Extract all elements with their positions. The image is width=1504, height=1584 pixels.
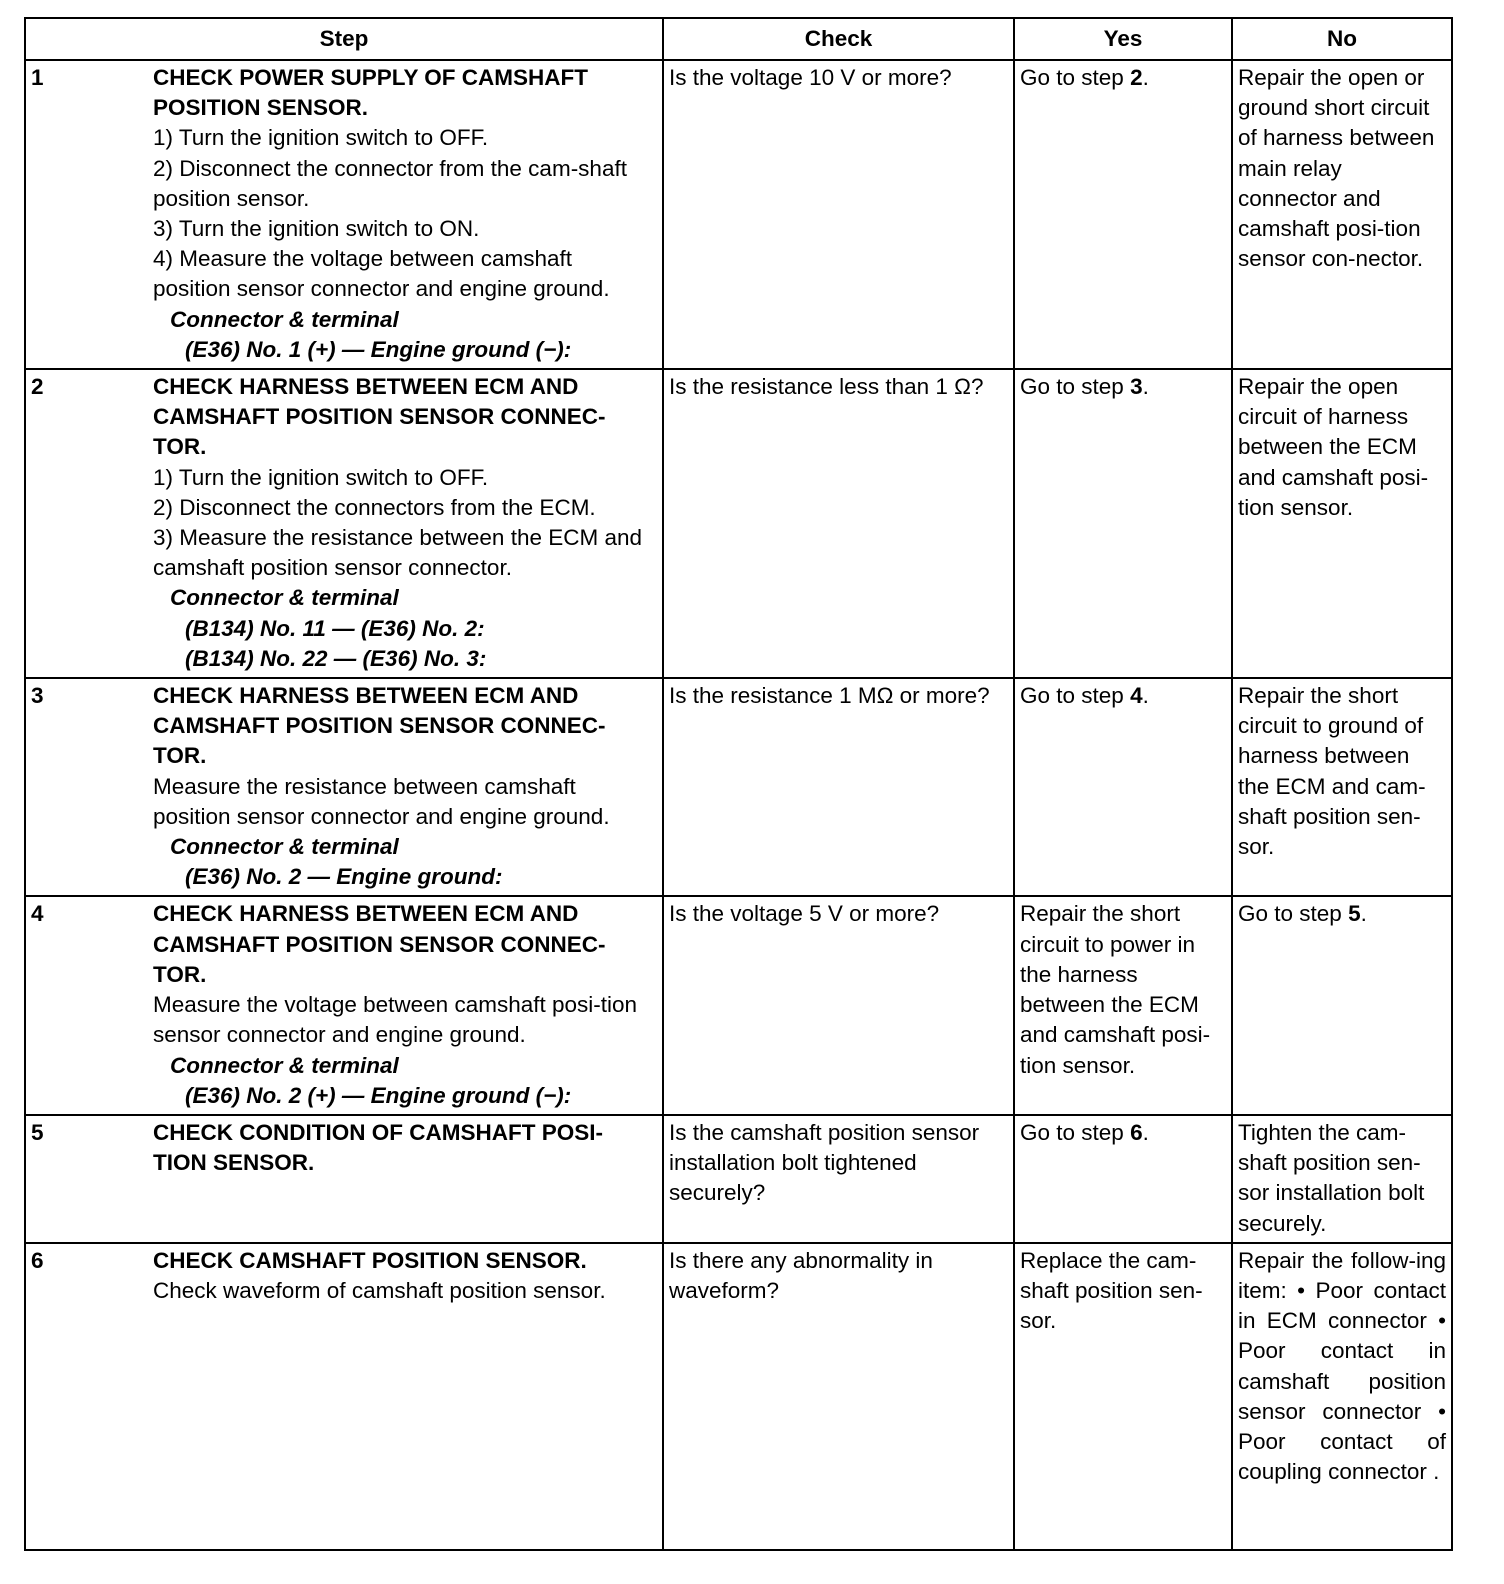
table-row [25, 896, 1452, 1114]
step-body [153, 372, 653, 674]
no-cell [1232, 60, 1452, 369]
table-row [25, 60, 1452, 369]
no-text: Tighten the cam-shaft position sen-sor installation bolt securely. [1238, 1119, 1425, 1236]
table-row [25, 1115, 1452, 1243]
step-line: 1) Turn the ignition switch to OFF. [153, 125, 489, 151]
step-title: CHECK HARNESS BETWEEN ECM AND CAMSHAFT POSITION SENSOR CONNEC-TOR. [153, 374, 606, 460]
yes-end: . [1142, 683, 1149, 709]
no-text: Repair the short circuit to ground of harness between the ECM and cam-shaft position sen-sor. [1238, 683, 1426, 860]
check-cell: Is the camshaft position sensor installation bolt tightened securely? [663, 1115, 1014, 1243]
step-number: 6 [31, 1247, 44, 1273]
step-reference: 6 [1130, 1119, 1143, 1145]
yes-end: . [1142, 1119, 1149, 1145]
step-title: CHECK CAMSHAFT POSITION SENSOR. [153, 1247, 587, 1273]
step-cell [25, 60, 663, 369]
connector-terminal: (E36) No. 2 (+) — Engine ground (−): [185, 1082, 572, 1108]
step-number: 3 [31, 683, 44, 709]
step-title: CHECK HARNESS BETWEEN ECM AND CAMSHAFT POSITION SENSOR CONNEC-TOR. [153, 901, 606, 987]
step-line: 2) Disconnect the connectors from the ECM. [153, 494, 596, 520]
step-line: Measure the voltage between camshaft posi-tion sensor connector and engine ground. [153, 992, 638, 1048]
step-line: Measure the resistance between camshaft position sensor connector and engine ground. [153, 773, 610, 829]
connector-heading: Connector & terminal [170, 834, 399, 860]
check-cell: Is the resistance 1 MΩ or more? [663, 678, 1014, 896]
step-body [153, 899, 653, 1110]
yes-cell [1014, 369, 1232, 678]
connector-heading: Connector & terminal [170, 306, 399, 332]
connector-terminal: (B134) No. 22 — (E36) No. 3: [185, 645, 487, 671]
connector-terminal: (E36) No. 1 (+) — Engine ground (−): [185, 336, 572, 362]
step-line: 4) Measure the voltage between camshaft position sensor connector and engine ground. [153, 246, 610, 302]
connector-heading: Connector & terminal [170, 585, 399, 611]
header-row [25, 18, 1452, 60]
step-line: Check waveform of camshaft position sensor. [153, 1277, 606, 1303]
check-cell: Is the voltage 10 V or more? [663, 60, 1014, 369]
no-text: Repair the open circuit of harness between the ECM and camshaft posi-tion sensor. [1238, 374, 1429, 520]
yes-cell [1014, 896, 1232, 1114]
yes-cell [1014, 1115, 1232, 1243]
check-cell: Is the voltage 5 V or more? [663, 896, 1014, 1114]
header-step: Step [25, 18, 663, 60]
step-reference: 3 [1130, 374, 1143, 400]
yes-cell [1014, 60, 1232, 369]
step-number: 4 [31, 901, 44, 927]
no-cell [1232, 369, 1452, 678]
step-reference: 2 [1130, 65, 1143, 90]
table-row [25, 1243, 1452, 1550]
step-line: 1) Turn the ignition switch to OFF. [153, 464, 489, 490]
step-reference: 4 [1130, 683, 1143, 709]
step-title: CHECK CONDITION OF CAMSHAFT POSI-TION SENSOR. [153, 1119, 603, 1176]
step-line: 3) Measure the resistance between the ECM and camshaft position sensor connector. [153, 525, 643, 581]
no-cell [1232, 1115, 1452, 1243]
yes-text: Go to step [1020, 374, 1131, 400]
no-text: Go to step [1238, 901, 1349, 927]
step-title: CHECK POWER SUPPLY OF CAMSHAFT POSITION SENSOR. [153, 65, 589, 121]
yes-end: . [1142, 374, 1149, 400]
step-body [153, 63, 653, 365]
step-number: 5 [31, 1119, 44, 1145]
table-row [25, 678, 1452, 896]
no-cell [1232, 678, 1452, 896]
step-cell [25, 369, 663, 678]
step-body [153, 1118, 653, 1178]
diagnostic-table [24, 17, 1453, 1551]
yes-cell [1014, 678, 1232, 896]
connector-heading: Connector & terminal [170, 1052, 399, 1078]
step-number: 1 [31, 65, 44, 90]
yes-end: . [1142, 65, 1149, 90]
yes-text: Repair the short circuit to power in the harness between the ECM and camshaft posi-tion sensor. [1020, 901, 1211, 1078]
step-body [153, 1246, 653, 1306]
header-yes: Yes [1014, 18, 1232, 60]
step-number: 2 [31, 374, 44, 400]
yes-text: Go to step [1020, 683, 1131, 709]
no-end: . [1360, 901, 1367, 927]
step-title: CHECK HARNESS BETWEEN ECM AND CAMSHAFT POSITION SENSOR CONNEC-TOR. [153, 683, 606, 769]
no-cell [1232, 1243, 1452, 1550]
header-check: Check [663, 18, 1014, 60]
step-cell [25, 1115, 663, 1243]
yes-text: Go to step [1020, 65, 1131, 90]
check-cell: Is the resistance less than 1 Ω? [663, 369, 1014, 678]
step-cell [25, 678, 663, 896]
yes-text: Go to step [1020, 1119, 1131, 1145]
connector-terminal: (E36) No. 2 — Engine ground: [185, 864, 503, 890]
step-body [153, 681, 653, 892]
step-cell [25, 896, 663, 1114]
header-no: No [1232, 18, 1452, 60]
step-cell [25, 1243, 663, 1550]
no-cell [1232, 896, 1452, 1114]
no-text: Repair the open or ground short circuit of harness between main relay connector and camshaft posi-tion sensor con-nector. [1238, 65, 1435, 272]
yes-text: Replace the cam-shaft position sen-sor. [1020, 1247, 1203, 1334]
step-reference: 5 [1348, 901, 1361, 927]
check-cell: Is there any abnormality in waveform? [663, 1243, 1014, 1550]
connector-terminal: (B134) No. 11 — (E36) No. 2: [185, 615, 485, 641]
no-text: Repair the follow-ing item: • Poor contact in ECM connector • Poor contact in camshaft position sensor connector • Poor contact of coupling connector . [1238, 1247, 1446, 1485]
table-row [25, 369, 1452, 678]
step-line: 2) Disconnect the connector from the cam-shaft position sensor. [153, 155, 627, 211]
yes-cell [1014, 1243, 1232, 1550]
step-line: 3) Turn the ignition switch to ON. [153, 216, 480, 242]
